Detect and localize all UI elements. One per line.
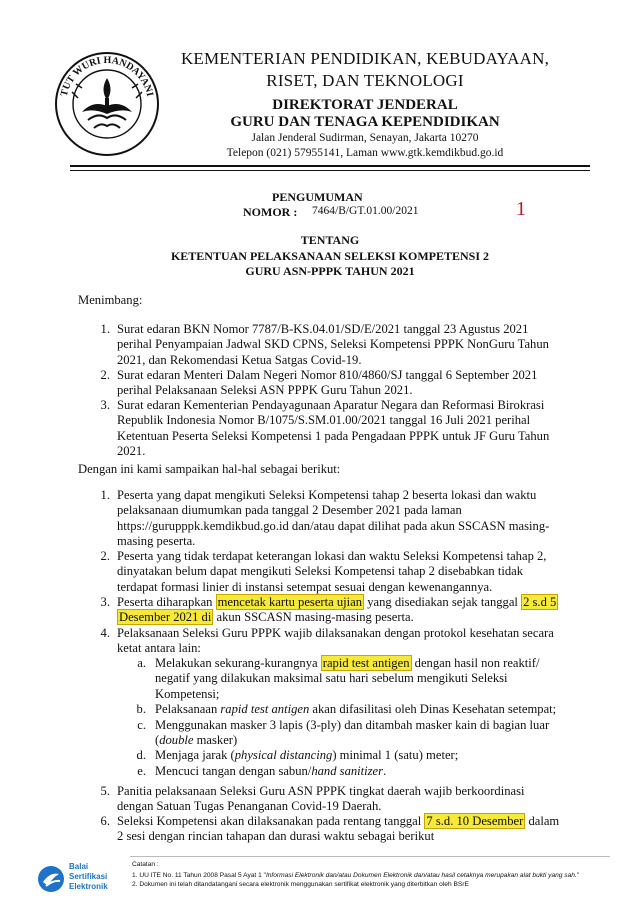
list-number: 5. [100, 784, 110, 798]
announcement-number-label: NOMOR : [243, 205, 298, 219]
considering-heading: Menimbang: [78, 293, 143, 307]
sub-list-item: Menggunakan masker 3 lapis (3-ply) dan ditambah masker kain di bagian luar (double masker) [155, 718, 550, 748]
list-number: 2. [100, 549, 110, 563]
bsre-logo [36, 860, 131, 900]
content-intro: Dengan ini kami sampaikan hal-hal sebagai berikut: [78, 462, 341, 476]
notes-label: Catatan : [132, 861, 159, 868]
bsre-name-line3: Elektronik [69, 882, 108, 891]
sub-list-letter: a. [137, 656, 146, 670]
header-divider-thin [70, 170, 590, 171]
sub-list-item: Menjaga jarak (physical distancing) minimal 1 (satu) meter; [155, 748, 459, 762]
list-item: Surat edaran Menteri Dalam Negeri Nomor 810/4860/SJ tanggal 6 September 2021 perihal Pelaksanaan Seleksi ASN PPPK Guru Tahun 2021. [117, 368, 538, 398]
announcement-number-value: 7464/B/GT.01.00/2021 [312, 205, 419, 217]
list-item: Surat edaran Kementerian Pendayagunaan Aparatur Negara dan Reformasi Birokrasi Republik Indonesia Nomor B/1075/S.SM.01.00/2021 tanggal 16 Juli 2021 perihal Ketentuan Peserta Seleksi Kompetensi 1 pada Pengadaan PPPK untuk JF Guru Tahun 2021. [117, 398, 550, 458]
highlight: Desember 2021 di [119, 610, 212, 625]
bsre-emblem-icon [36, 864, 66, 894]
sub-list-item: Mencuci tangan dengan sabun/hand sanitizer. [155, 764, 387, 778]
highlight: 7 s.d. 10 Desember [426, 814, 524, 828]
ministry-name-line1: KEMENTERIAN PENDIDIKAN, KEBUDAYAAN, [180, 49, 550, 68]
announcement-title: PENGUMUMAN [272, 190, 363, 204]
list-item: Peserta diharapkan mencetak kartu peserta ujian yang disediakan sejak tanggal 2 s.d 5 Desember 2021 di akun SSCASN masing-masing peserta. [117, 595, 557, 625]
highlight: mencetak kartu peserta ujian [217, 595, 363, 609]
tut-wuri-handayani-logo [48, 48, 166, 160]
list-item: Surat edaran BKN Nomor 7787/B-KS.04.01/SD/E/2021 tanggal 23 Agustus 2021 perihal Penyampaian Jadwal SKD CPNS, Seleksi Kompetensi PPPK NonGuru Tahun 2021, dan Rekomendasi Ketua Satgas Covid-19. [117, 322, 549, 367]
svg-text:TUT WURI HANDAYANI: TUT WURI HANDAYANI [58, 54, 156, 98]
list-number: 1. [100, 322, 110, 336]
sub-list-item: Melakukan sekurang-kurangnya rapid test antigen dengan hasil non reaktif/ negatif yang dilakukan maksimal satu hari sebelum mengikuti Seleksi Kompetensi; [155, 656, 540, 701]
bsre-name-line2: Sertifikasi [69, 872, 108, 881]
about-label: TENTANG [300, 233, 360, 247]
page-marker: 1 [516, 198, 526, 220]
note-1: 1. UU ITE No. 11 Tahun 2008 Pasal 5 Ayat 1 "Informasi Elektronik dan/atau Dokumen Elektronik dan/atau hasil cetaknya merupakan alat bukti yang sah." [132, 872, 580, 879]
sub-list-item: Pelaksanaan rapid test antigen akan difasilitasi oleh Dinas Kesehatan setempat; [155, 702, 557, 716]
subject-line2: GURU ASN-PPPK TAHUN 2021 [245, 264, 415, 278]
list-number: 3. [100, 398, 110, 412]
list-item: Pelaksanaan Seleksi Guru PPPK wajib dilaksanakan dengan protokol kesehatan secara ketat antara lain: [117, 626, 554, 656]
contact-info: Telepon (021) 57955141, Laman www.gtk.kemdikbud.go.id [226, 147, 504, 159]
list-item: Peserta yang tidak terdapat keterangan lokasi dan waktu Seleksi Kompetensi tahap 2, dinyatakan belum dapat mengikuti Seleksi Kompetensi tahap 2 disebabkan tidak terdapat formasi linier di instansi setempat sesuai dengan kewenangannya. [117, 549, 547, 594]
sub-list-letter: e. [137, 764, 146, 778]
sub-list-letter: d. [136, 748, 146, 762]
directorate-line1: DIREKTORAT JENDERAL [272, 97, 458, 113]
note-2: 2. Dokumen ini telah ditandatangani secara elektronik menggunakan sertifikat elektronik yang diterbitkan oleh BSrE [132, 881, 469, 888]
footer-divider [130, 856, 610, 857]
address: Jalan Jenderal Sudirman, Senayan, Jakarta 10270 [251, 132, 479, 144]
sub-list-letter: c. [137, 718, 146, 732]
footer-notes [132, 860, 612, 889]
list-number: 1. [100, 488, 110, 502]
ministry-name-line2: RISET, DAN TEKNOLOGI [266, 71, 464, 90]
list-number: 4. [100, 626, 110, 640]
list-number: 2. [100, 368, 110, 382]
list-item: Seleksi Kompetensi akan dilaksanakan pada rentang tanggal 7 s.d. 10 Desember dalam 2 sesi dengan rincian tahapan dan durasi waktu sebagai berikut [117, 814, 560, 844]
list-number: 3. [100, 595, 110, 609]
highlight: 2 s.d 5 [523, 595, 557, 609]
sub-list-letter: b. [136, 702, 146, 716]
header-divider [70, 165, 590, 167]
list-item: Peserta yang dapat mengikuti Seleksi Kompetensi tahap 2 beserta lokasi dan waktu pelaksanaan diumumkan pada tanggal 2 Desember 2021 pada laman https://gurupppk.kemdikbud.go.id dan/atau dapat dilihat pada akun SSCASN masing- masing peserta. [117, 488, 550, 548]
list-number: 6. [100, 814, 110, 828]
directorate-line2: GURU DAN TENAGA KEPENDIDIKAN [230, 114, 500, 130]
bsre-name-line1: Balai [69, 862, 89, 871]
list-item: Panitia pelaksanaan Seleksi Guru ASN PPPK tingkat daerah wajib berkoordinasi dengan Satuan Tugas Penanganan Covid-19 Daerah. [117, 784, 525, 814]
highlight: rapid test antigen [322, 656, 410, 670]
subject-line1: KETENTUAN PELAKSANAAN SELEKSI KOMPETENSI 2 [170, 249, 490, 263]
